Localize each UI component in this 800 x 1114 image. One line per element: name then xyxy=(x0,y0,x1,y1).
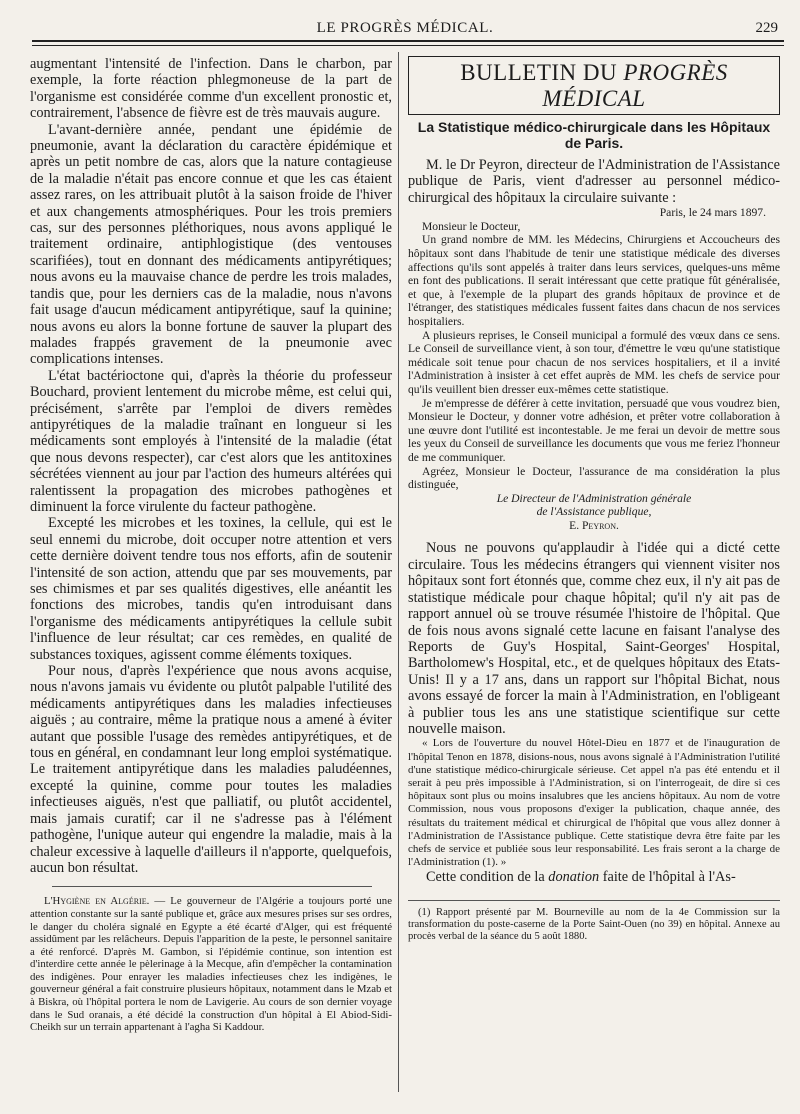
note-rule xyxy=(52,886,372,887)
article-title: La Statistique médico-chirurgicale dans les Hôpitaux de Paris. xyxy=(417,119,771,151)
letter-salutation: Monsieur le Docteur, xyxy=(422,219,521,233)
footnote-rule xyxy=(408,900,780,901)
commentary-paragraph: Nous ne pouvons qu'applaudir à l'idée qui a dicté cette circulaire. Tous les médecins étrangers qui viennent visiter nos hôpitaux sont fort étonnés que, comme chez eux, il n'y ait pas de statistique médicale pour chaque hôpital; qu'il n'y ait pas de rapport annuel où se trouve résumée l'histoire de l'hôpital. Que de fois nous avons signalé cette lacune en faisant l'analyse des Reports de Guy's Hospital, Saint-Georges' Hospital, Bartholomew's Hospital, etc., et de quelques hôpitaux des Etats-Unis! Il y a 17 ans, dans un rapport sur l'hôpital Bichat, nous avons essayé de forcer la main à l'Administration, en l'obligeant à publier tous les ans une statistique scientifique sur cette nouvelle maison. xyxy=(408,540,780,737)
left-paragraph-4: Excepté les microbes et les toxines, la cellule, qui est le seul ennemi du microbe, doit occuper notre attention et vers cette dernière doivent tendre tous nos efforts, afin de soutenir l'intensité de son action, attendu que par ses mouvements, par ses chimismes et par ses qualités digestives, elle anéantit les fonctions des microbes, tandis qu'en introduisant dans l'organisme des médicaments antipyrétiques la cellule subit l'influence de leur résultat; car ces remèdes, en qualité de substances toxiques, agissent comme éléments toxiques. xyxy=(30,515,392,663)
article-intro: M. le Dr Peyron, directeur de l'Administration de l'Assistance publique de Paris, vient d'adresser au personnel médico-chirurgical des hôpitaux la circulaire suivante : xyxy=(408,157,780,206)
column-divider xyxy=(398,52,399,1092)
header-rule xyxy=(32,40,784,46)
bulletin-heading xyxy=(413,60,775,112)
page-number: 229 xyxy=(755,20,778,36)
left-paragraph-1: augmentant l'intensité de l'infection. Dans le charbon, par exemple, la forte réaction phlegmoneuse de la part de l'organisme est considérée comme d'un excellent pronostic et, contrairement, l'absence de fièvre est de très mauvais augure. xyxy=(30,56,392,122)
signature-name: E. Peyron. xyxy=(569,518,619,532)
hygiene-note-text: — Le gouverneur de l'Algérie a toujours porté une attention constante sur la santé publique et, grâce aux mesures prises sur ses ordres, le danger du choléra signalé en Egypte a été écarté d'Alger, qui est fréquenté assidûment par les relâcheurs. Depuis l'apparition de la peste, le personnel sanitaire a été renforcé. D'après M. Gambon, si l'épidémie continue, son intention est d'interdire cette année le pèlerinage à la Mecque, afin d'empêcher la contamination des indigènes. Pour enrayer les maladies infectieuses chez les indigènes, le gouverneur général a fait construire plusieurs hôpitaux, notamment dans le Mzab et à Biskra, où l'hôpital portera le nom de Lavigerie. Au cours de son dernier voyage dans le Sud oranais, a été décidé la construction d'un hôpital à El Abiod-Sidi-Cheikh sur un terrain appartenant à l'agha Si Kaddour. xyxy=(30,895,392,1034)
bulletin-journal: PROGRÈS MÉDICAL xyxy=(542,60,728,111)
signature-line-2: de l'Assistance publique, xyxy=(536,505,652,519)
closing-prefix: Cette condition de la xyxy=(426,869,549,886)
running-title: LE PROGRÈS MÉDICAL. xyxy=(316,20,494,36)
page-header xyxy=(32,20,778,40)
letter-paragraph-4: Agréez, Monsieur le Docteur, l'assurance de ma considération la plus distinguée, xyxy=(408,464,780,492)
footnote: (1) Rapport présenté par M. Bourneville au nom de la 4e Commission sur la transformation du poste-caserne de la Porte Saint-Ouen (no 39) en hôpital. Annexe au procès verbal de la séance du 5 août 1880. xyxy=(408,906,780,943)
bulletin-prefix: BULLETIN DU xyxy=(460,60,624,85)
quoted-report: « Lors de l'ouverture du nouvel Hôtel-Dieu en 1877 et de l'inauguration de l'hôpital Tenon en 1878, disions-nous, nous avons signalé à l'Administration l'utilité d'une statistique médico-chirurgicale sérieuse. Cet appel n'a pas été entendu et il serait à peu près impossible à l'Administration, si on l'interrogeait, de dire si ces hôpitaux sont plus ou moins insalubres que les anciens hôpitaux. Au nom de votre Commission, nous vous proposons d'exiger la publication, chaque année, des résultats du traitement médical et chirurgical de l'hôpital que vous allez donner à l'Administration de l'Assistance publique. Cette statistique devra être faite par les chefs de service et publiée sous leur responsabilité. Les frais seront a la charge de l'Administration (1). » xyxy=(408,737,780,869)
letter-paragraph-2: A plusieurs reprises, le Conseil municipal a formulé des vœux dans ce sens. Le Conseil de surveillance vient, à son tour, d'émettre le vœu qu'une statistique médicale soit tenue pour chacun de nos services hospitaliers, et il a invité l'Administration à insister à cet effet auprès de MM. les chefs de service pour qu'ils veuillent bien dresser eux-mêmes cette statistique. xyxy=(408,328,780,396)
closing-suffix: faite de l'hôpital à l'As- xyxy=(599,869,736,886)
hygiene-note xyxy=(30,895,392,1034)
left-paragraph-3: L'état bactérioctone qui, d'après la théorie du professeur Bouchard, provient lentement du microbe même, est celui qui, précisément, s'arrête par l'emploi de divers remèdes antipyrétiques de la maladie traînant en longueur si les médicaments sont employés à l'intensité de la maladie (état que nous devons respecter), car c'est alors que les antitoxines sécrétées viennent au jour par l'action des humeurs altérées qui ralentissent la propagation des microbes pathogènes et diminuent la force virulente du facteur pathogène. xyxy=(30,367,392,515)
left-column xyxy=(30,56,392,1034)
letter-paragraph-1: Un grand nombre de MM. les Médecins, Chirurgiens et Accoucheurs des hôpitaux sont dans l'habitude de tenir une statistique médicale des diverses affections qu'ils sont appelés à traiter dans leurs services, quelques-uns même en font des publications. Il serait intéressant que cette pratique fût généralisée, et que, à l'exemple de la plupart des grands hôpitaux de province et de l'étranger, des statistiques médicales fussent faites dans chacun de nos services hospitaliers. xyxy=(408,233,780,328)
closing-italic: donation xyxy=(548,869,600,886)
letter-paragraph-3: Je m'empresse de déférer à cette invitation, persuadé que vous voudrez bien, Monsieur le Docteur, y donner votre adhésion, et prêter votre collaboration à une œuvre dont l'utilité est incontestable. Je me ferai un devoir de mettre sous les yeux du Conseil de surveillance les documents que vous me feriez l'honneur de me communiquer. xyxy=(408,396,780,464)
right-column xyxy=(408,56,780,943)
bulletin-box xyxy=(408,56,780,115)
letter-date: Paris, le 24 mars 1897. xyxy=(659,206,766,220)
signature-line-1: Le Directeur de l'Administration générale xyxy=(496,491,692,505)
closing-line xyxy=(408,869,780,885)
hygiene-note-heading: L'Hygiène en Algérie. xyxy=(44,895,150,908)
left-paragraph-2: L'avant-dernière année, pendant une épidémie de pneumonie, avant la déclaration du caractère épidémique et après un petit nombre de cas, alors que la nature contagieuse de la maladie n'était pas encore connue et que les cas étaient assez rares, on les attribuait plutôt à la saison froide de l'hiver et aux changements atmosphériques. Pour les trois premiers cas, sur des personnes pléthoriques, nous avons appliqué le traitement ordinaire, antiphlogistique (des ventouses scarifiées), tout en donnant des médicaments antipyrétiques; nous avons eu la mauvaise chance de perdre les trois malades, tandis que, pour les derniers cas de la maladie, nous n'avons fait usage d'aucun médicament antipyrétique, sauf la quinine; nous avons eu alors la bonne fortune de sauver la plupart des malades frappés gravement de la pneumonie avec complications intenses. xyxy=(30,121,392,368)
left-paragraph-5: Pour nous, d'après l'expérience que nous avons acquise, nous n'avons jamais vu évidente ou plutôt palpable l'utilité des médicaments antipyrétiques dans les maladies infectieuses aiguës ; au contraire, même la pratique nous a amené à éviter autant que possible l'usage des remèdes antipyrétiques, et de tous en général, en condamnant leur long emploi systématique. Le traitement antipyrétique dans les maladies paludéennes, excepté la quinine, comme pour toutes les maladies infectieuses aiguës, n'est que palliatif, ou plutôt accidentel, mais jamais curatif; car il ne s'adresse pas à l'élément pathogène, l'unique auteur qui engendre la maladie, mais à la chaleur excessive à laquelle d'ailleurs il n'apporte, quelquefois, aucun bon résultat. xyxy=(30,663,392,876)
